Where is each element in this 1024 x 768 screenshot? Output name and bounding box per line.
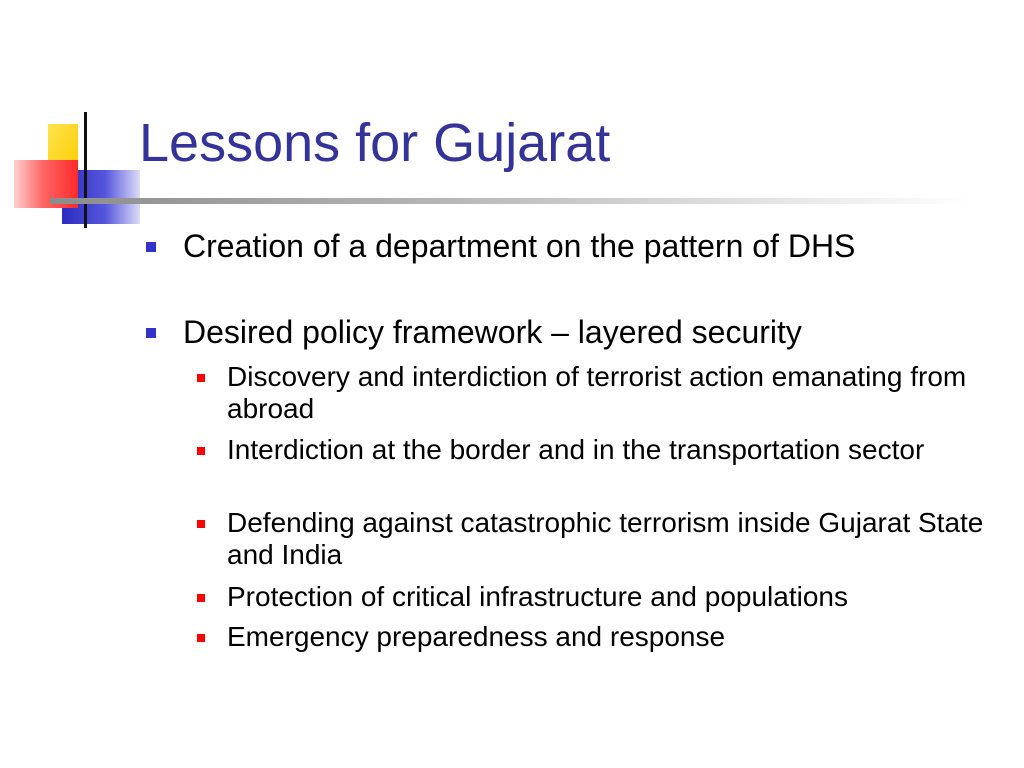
bullet-text: Desired policy framework – layered security [183, 314, 802, 350]
title-underline [50, 198, 970, 204]
sub-bullet-text: Discovery and interdiction of terrorist action emanating from abroad [227, 361, 967, 424]
sub-bullet-item [227, 434, 997, 466]
sub-bullet-text: Emergency preparedness and response [227, 621, 726, 652]
square-sub-bullet-icon [197, 520, 205, 528]
bullet-item [183, 227, 973, 266]
sub-bullet-item [227, 581, 997, 613]
slide-logo-graphic [0, 0, 150, 240]
sub-bullet-text: Defending against catastrophic terrorism inside Gujarat State and India [227, 507, 984, 570]
sub-bullet-text: Protection of critical infrastructure and populations [227, 581, 848, 612]
square-sub-bullet-icon [197, 374, 205, 382]
square-bullet-icon [146, 328, 156, 338]
bullet-item [183, 313, 973, 352]
square-sub-bullet-icon [197, 634, 205, 642]
bullet-text: Creation of a department on the pattern of DHS [183, 228, 856, 264]
square-sub-bullet-icon [197, 447, 205, 455]
slide-title: Lessons for Gujarat [139, 113, 611, 173]
sub-bullet-item [227, 507, 997, 571]
logo-vertical-line [84, 112, 87, 228]
sub-bullet-item [227, 361, 997, 425]
sub-bullet-item [227, 621, 997, 653]
square-sub-bullet-icon [197, 594, 205, 602]
sub-bullet-text: Interdiction at the border and in the transportation sector [227, 434, 925, 465]
square-bullet-icon [146, 242, 156, 252]
